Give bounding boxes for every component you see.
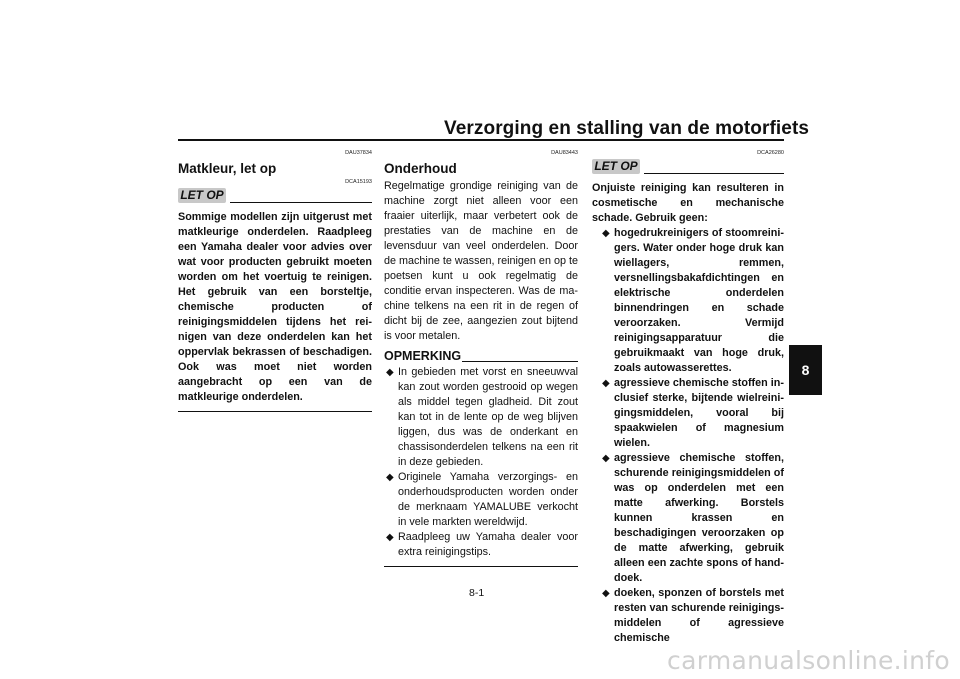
list-item: ◆ agressieve chemische stoffen, schurende reinigingsmiddelen of was op onderdelen met een matte afwerking. Borstels kunnen krassen en beschadigingen veroorzaken op de matte afwerking, gebruik alleen een zachte spons of handdoek. xyxy=(602,452,784,584)
caution-code: DCA15193 xyxy=(345,179,372,185)
caution-header xyxy=(592,159,784,181)
section-code: DAU37834 xyxy=(345,150,372,156)
diamond-bullet-icon: ◆ xyxy=(602,588,610,599)
caution-label: LET OP xyxy=(592,159,640,174)
caution-code: DCA26280 xyxy=(757,150,784,156)
list-item: ◆ In gebieden met vorst en sneeuwval kan zout worden gestrooid op wegen als middel tegen gladheid. Dit zout kan tot in de lente op de weg blijven liggen, dus was de onderkant en chassisonderdelen telkens na een rit in deze gebieden. xyxy=(386,366,578,468)
section-heading-onderhoud: Onderhoud xyxy=(384,161,457,176)
note-label: OPMERKING xyxy=(384,349,462,363)
caution-label: LET OP xyxy=(178,188,226,203)
note-rule xyxy=(462,361,578,362)
page-number: 8-1 xyxy=(469,587,485,599)
diamond-bullet-icon: ◆ xyxy=(386,532,394,543)
column-onderhoud xyxy=(384,150,578,567)
note-bullet-list xyxy=(384,365,578,560)
diamond-bullet-icon: ◆ xyxy=(602,228,610,239)
list-item: ◆ doeken, sponzen of borstels met resten van schurende reinigingsmiddelen of agressieve chemische xyxy=(602,587,784,644)
caution-intro: Onjuiste reiniging kan resulteren in cosmetische en mechanische schade. Gebruik geen: xyxy=(592,182,784,224)
caution-rule xyxy=(644,173,784,174)
page-header-title: Verzorging en stalling van de motorfiets xyxy=(444,118,810,139)
note-header xyxy=(384,348,578,365)
diamond-bullet-icon: ◆ xyxy=(602,378,610,389)
diamond-bullet-icon: ◆ xyxy=(386,367,394,378)
list-item: ◆ agressieve chemische stoffen inclusief sterke, bijtende wielreinigingsmiddelen, vooral bij spaakwielen of magnesium wielen. xyxy=(602,377,784,449)
section-heading-matkleur: Matkleur, let op xyxy=(178,161,277,176)
diamond-bullet-icon: ◆ xyxy=(386,472,394,483)
watermark: carmanualsonline.info xyxy=(667,646,950,675)
note-end-rule xyxy=(384,566,578,567)
caution-rule xyxy=(230,202,372,203)
onderhoud-body: Regelmatige grondige reiniging van de machine zorgt niet alleen voor een fraaier uiterlijk, maar verbetert ook de prestaties van de machine en de levensduur van veel onderdelen. Door de machine te wassen, reinigen en op te poetsen kunt u ook regelmatig de conditie ervan inspecteren. Was de machine telkens na een rit in de regen of dicht bij de zee, aangezien zout bijtend is voor metalen. xyxy=(384,180,578,342)
header-rule xyxy=(178,139,784,141)
section-code: DAU83443 xyxy=(551,150,578,156)
list-item: ◆ Originele Yamaha verzorgings- en onderhoudsproducten worden onder de merknaam YAMALUBE verkocht in vele markten wereldwijd. xyxy=(386,471,578,528)
caution-header xyxy=(178,188,372,210)
chapter-tab[interactable]: 8 xyxy=(789,345,822,395)
caution-end-rule xyxy=(178,411,372,412)
list-item: ◆ hogedrukreinigers of stoomreinigers. Water onder hoge druk kan wiellagers, remmen, versnellingsbakafdichtingen en elektrische onderdelen binnendringen en schade veroorzaken. Vermijd reinigingsapparatuur die gebruikmaakt van hoge druk, zoals autowasserettes. xyxy=(602,227,784,374)
list-item: ◆ Raadpleeg uw Yamaha dealer voor extra reinigingstips. xyxy=(386,531,578,558)
caution-bullet-list xyxy=(592,226,784,646)
diamond-bullet-icon: ◆ xyxy=(602,453,610,464)
column-matkleur xyxy=(178,150,372,412)
caution-text: Sommige modellen zijn uitgerust met matkleurige onderdelen. Raadpleeg een Yamaha dealer voor advies over wat voor producten gebruikt moeten worden om het voertuig te reinigen. Het gebruik van een borsteltje, chemische producten of reinigingsmiddelen tijdens het reinigen van deze onderdelen kan het oppervlak bekrassen of beschadigen. Ook was moet niet worden aangebracht op een van de matkleurige onderdelen. xyxy=(178,211,372,403)
column-caution-reiniging xyxy=(592,150,784,646)
